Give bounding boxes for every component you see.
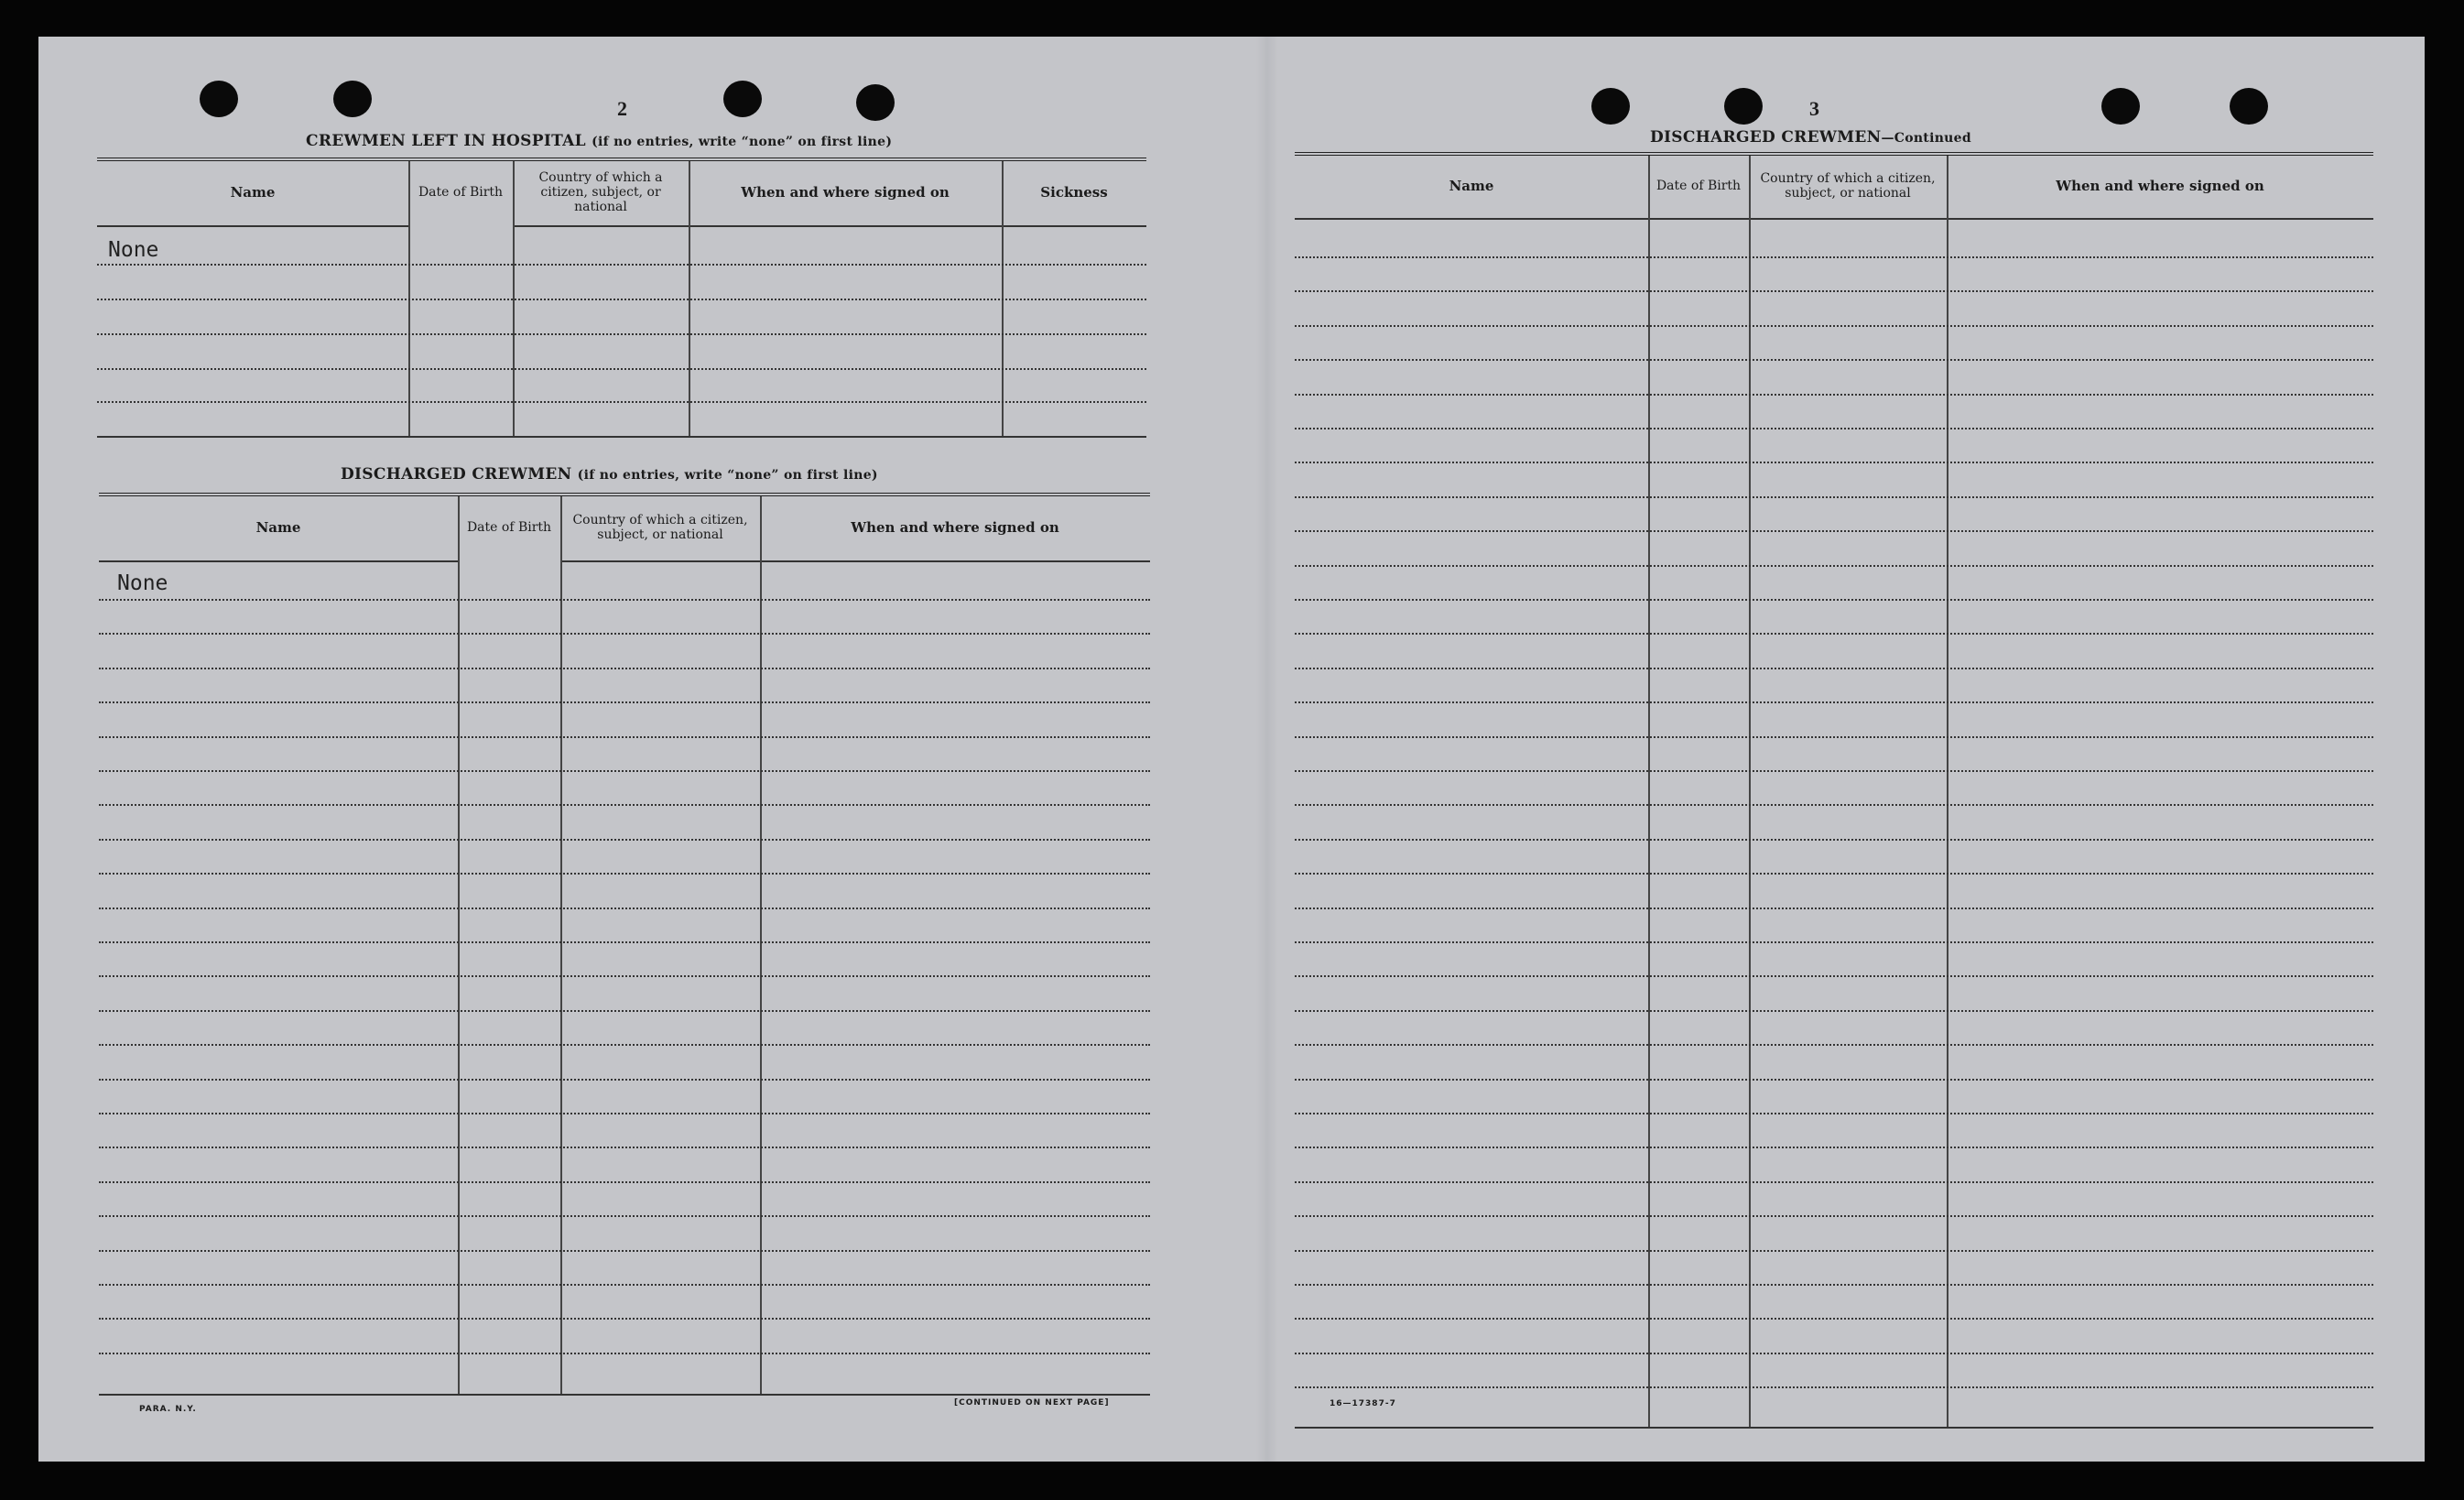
row-line: [1295, 1113, 2373, 1114]
header-name: Name: [1449, 178, 1494, 194]
row-line: [1295, 873, 2373, 875]
header-rule: [760, 560, 1150, 562]
row-line: [99, 908, 1150, 909]
column-divider: [1749, 156, 1751, 1427]
row-line: [1295, 290, 2373, 292]
hospital-title-text: CREWMEN LEFT IN HOSPITAL: [306, 132, 586, 150]
column-divider: [458, 496, 460, 1394]
row-line: [99, 770, 1150, 772]
document-sheet: [38, 37, 2425, 1462]
row-line: [1295, 1181, 2373, 1183]
header-signed: When and where signed on: [851, 519, 1059, 536]
header-country: Country of which a citizen, subject, or national: [572, 513, 748, 542]
row-line: [1295, 975, 2373, 977]
punch-hole: [333, 81, 372, 117]
row-line: [99, 1044, 1150, 1046]
discharged-title-text: DISCHARGED CREWMEN: [341, 465, 572, 484]
row-line: [99, 668, 1150, 669]
page-gutter: [1256, 37, 1278, 1462]
row-line: [99, 599, 1150, 601]
row-line: [99, 839, 1150, 841]
punch-hole: [1724, 88, 1763, 125]
punch-hole: [2101, 88, 2140, 125]
column-divider: [1648, 156, 1650, 1427]
row-line: [99, 941, 1150, 943]
row-line: [1295, 256, 2373, 258]
continued-title-note: —Continued: [1881, 131, 1971, 146]
row-line: [1295, 530, 2373, 532]
row-line: [99, 1284, 1150, 1286]
hospital-title-note: (if no entries, write “none” on first line): [592, 135, 893, 149]
row-line: [99, 804, 1150, 806]
row-line: [1295, 1318, 2373, 1320]
discharged-section-title: [341, 465, 878, 484]
row-line: [99, 975, 1150, 977]
row-line: [1295, 1250, 2373, 1252]
continued-section-title: [1650, 128, 1971, 147]
punch-hole: [856, 84, 895, 121]
row-line: [1295, 394, 2373, 396]
row-line: [97, 333, 1146, 335]
row-line: [99, 1113, 1150, 1114]
row-line: [1295, 1044, 2373, 1046]
punch-hole: [2230, 88, 2268, 125]
header-dob: Date of Birth: [418, 185, 504, 200]
continued-table: [1295, 152, 2373, 1429]
row-line: [99, 1181, 1150, 1183]
row-line: [1295, 839, 2373, 841]
row-line: [97, 368, 1146, 370]
form-number: 16—17387-7: [1330, 1399, 1396, 1408]
row-line: [1295, 736, 2373, 738]
header-rule: [1295, 218, 2373, 220]
continued-note: [CONTINUED ON NEXT PAGE]: [954, 1398, 1110, 1408]
header-name: Name: [230, 184, 276, 201]
header-dob: Date of Birth: [1655, 179, 1742, 193]
row-line: [99, 873, 1150, 875]
row-line: [99, 701, 1150, 703]
row-line: [1295, 633, 2373, 635]
discharged-first-entry: None: [117, 571, 168, 595]
row-line: [1295, 496, 2373, 498]
discharged-table: [99, 493, 1150, 1396]
punch-hole: [200, 81, 238, 117]
header-name: Name: [255, 519, 301, 536]
row-line: [1295, 565, 2373, 567]
row-line: [97, 401, 1146, 403]
row-line: [1295, 1386, 2373, 1388]
right-page-number: 3: [1809, 97, 1819, 120]
row-line: [1295, 804, 2373, 806]
punch-hole: [1591, 88, 1630, 125]
printer-mark: PARA. N.Y.: [139, 1405, 197, 1414]
header-signed: When and where signed on: [741, 184, 950, 201]
discharged-title-note: (if no entries, write “none” on first line): [577, 468, 878, 483]
column-divider: [760, 496, 762, 1394]
row-line: [1295, 325, 2373, 327]
punch-hole: [723, 81, 762, 117]
row-line: [99, 736, 1150, 738]
header-rule: [513, 225, 689, 227]
header-rule: [689, 225, 1002, 227]
row-line: [99, 1318, 1150, 1320]
row-line: [99, 633, 1150, 635]
row-line: [1295, 770, 2373, 772]
row-line: [1295, 668, 2373, 669]
hospital-first-entry: None: [108, 238, 159, 262]
row-line: [1295, 1079, 2373, 1081]
row-line: [1295, 701, 2373, 703]
header-rule: [560, 560, 760, 562]
hospital-table: [97, 158, 1146, 438]
row-line: [1295, 1284, 2373, 1286]
row-line: [1295, 428, 2373, 429]
row-line: [97, 299, 1146, 300]
row-line: [99, 1010, 1150, 1012]
row-line: [99, 1250, 1150, 1252]
header-country: Country of which a citizen, subject, or national: [538, 170, 663, 214]
header-sickness: Sickness: [1040, 184, 1108, 201]
header-rule: [99, 560, 458, 562]
column-divider: [1947, 156, 1948, 1427]
row-line: [1295, 1010, 2373, 1012]
header-dob: Date of Birth: [466, 520, 552, 535]
row-line: [1295, 359, 2373, 361]
row-line: [1295, 1147, 2373, 1148]
row-line: [99, 1215, 1150, 1217]
row-line: [99, 1353, 1150, 1354]
row-line: [97, 264, 1146, 266]
row-line: [1295, 462, 2373, 463]
continued-title-text: DISCHARGED CREWMEN: [1650, 128, 1882, 147]
header-country: Country of which a citizen, subject, or national: [1760, 171, 1936, 201]
row-line: [99, 1147, 1150, 1148]
header-rule: [1002, 225, 1146, 227]
row-line: [1295, 941, 2373, 943]
header-signed: When and where signed on: [2056, 178, 2264, 194]
row-line: [1295, 1353, 2373, 1354]
row-line: [1295, 599, 2373, 601]
hospital-section-title: [306, 132, 892, 150]
column-divider: [560, 496, 562, 1394]
row-line: [1295, 1215, 2373, 1217]
left-page-number: 2: [617, 97, 627, 120]
row-line: [1295, 908, 2373, 909]
header-rule: [97, 225, 408, 227]
row-line: [99, 1079, 1150, 1081]
